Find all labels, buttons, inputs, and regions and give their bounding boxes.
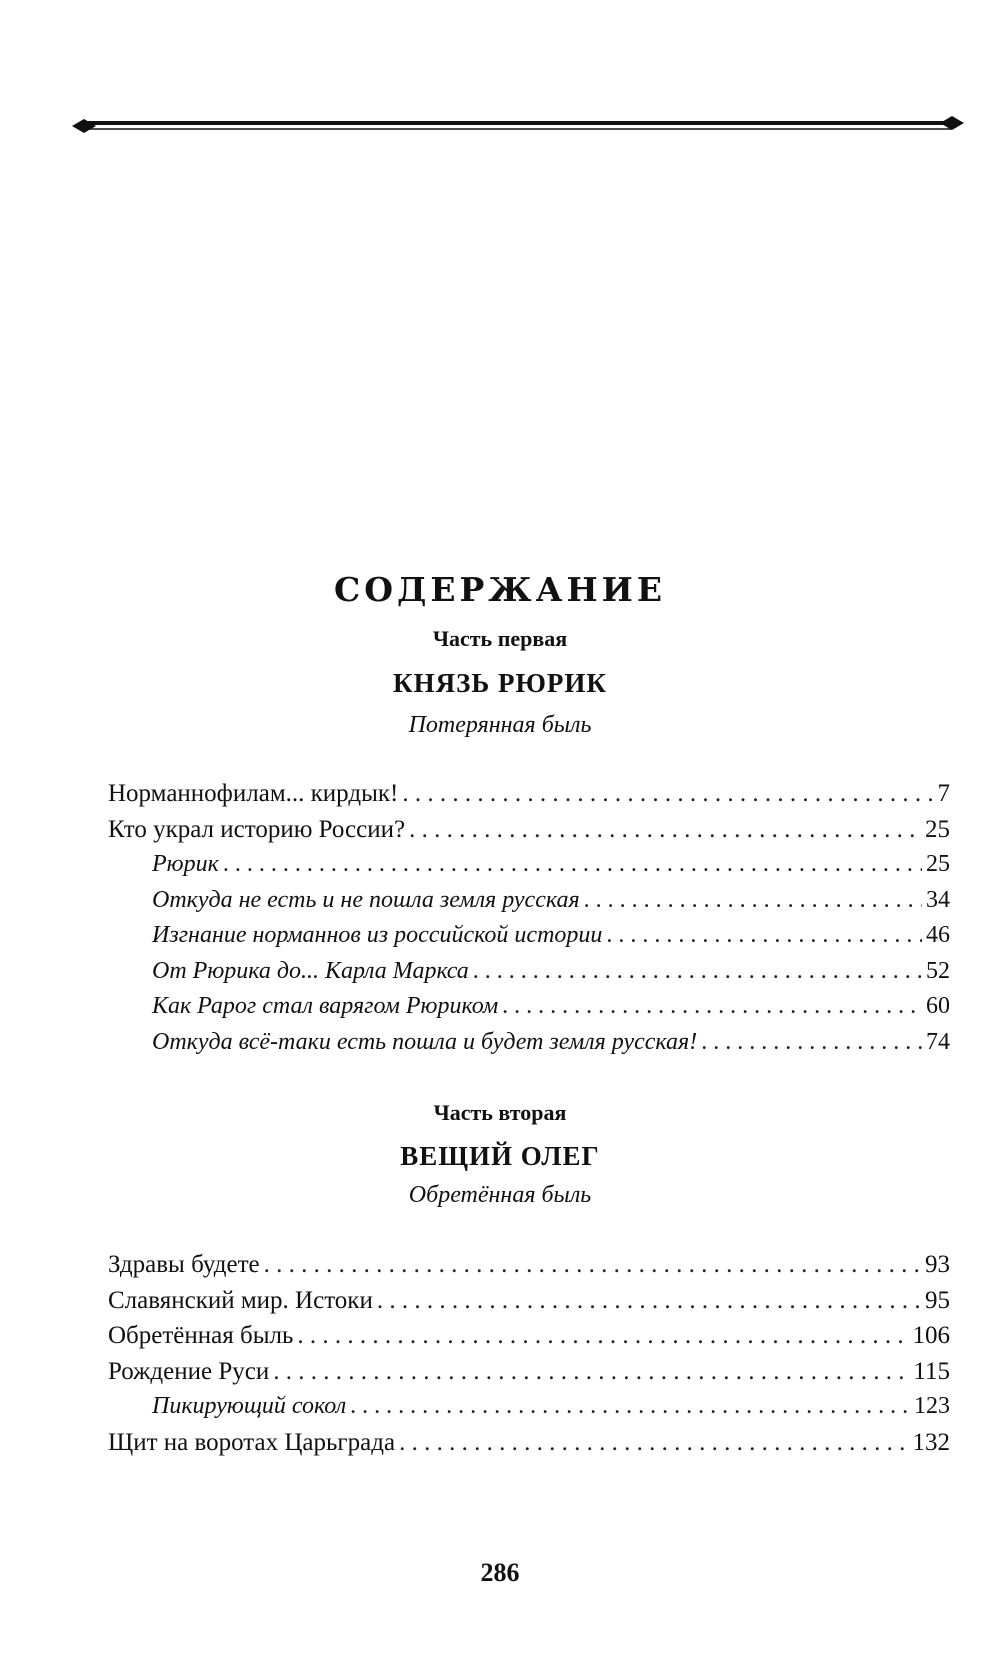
toc-entry[interactable] bbox=[108, 1389, 950, 1425]
part-1-subtitle: Потерянная быль bbox=[408, 712, 592, 738]
toc-entry-title: Как Рарог стал варягом Рюриком bbox=[152, 993, 499, 1019]
toc-entry-page: 60 bbox=[926, 993, 950, 1019]
toc-entry-title: Щит на воротах Царьграда bbox=[108, 1428, 396, 1456]
toc-entry[interactable] bbox=[108, 1025, 950, 1061]
toc-entry-page: 25 bbox=[926, 851, 950, 877]
toc-entry-title: Рождение Руси bbox=[108, 1357, 270, 1385]
part-1-number: Часть первая bbox=[432, 626, 568, 651]
toc-entry-title: Рюрик bbox=[152, 851, 219, 877]
part-2-toc bbox=[108, 1247, 950, 1460]
toc-entry-page: 115 bbox=[913, 1357, 950, 1385]
part-2-name: ВЕЩИЙ ОЛЕГ bbox=[400, 1141, 600, 1171]
part-2-subtitle: Обретённая быль bbox=[408, 1182, 592, 1208]
contents-title: СОДЕРЖАНИЕ bbox=[333, 570, 666, 609]
toc-entry-title: Норманнофилам... кирдык! bbox=[108, 780, 399, 807]
toc-entry-page: 46 bbox=[926, 922, 950, 948]
toc-entry-page: 132 bbox=[912, 1428, 950, 1456]
toc-entry[interactable] bbox=[108, 954, 950, 990]
toc-entry-title: Здравы будете bbox=[108, 1251, 260, 1278]
toc-entry-title: От Рюрика до... Карла Маркса bbox=[152, 957, 469, 984]
toc-entry-page: 52 bbox=[926, 957, 950, 984]
toc-entry-page: 106 bbox=[912, 1322, 950, 1349]
decorative-rule bbox=[70, 106, 966, 140]
toc-entry-title: Изгнание норманнов из российской истории bbox=[152, 922, 603, 948]
toc-entry[interactable] bbox=[108, 776, 950, 812]
toc-entry[interactable] bbox=[108, 1425, 950, 1461]
toc-entry-page: 34 bbox=[926, 886, 950, 913]
toc-entry[interactable] bbox=[108, 1318, 950, 1354]
toc-entry[interactable] bbox=[108, 1354, 950, 1390]
toc-entry[interactable] bbox=[108, 883, 950, 919]
toc-entry-title: Славянский мир. Истоки bbox=[108, 1286, 373, 1314]
toc-entry-page: 123 bbox=[914, 1393, 950, 1419]
page-number: 286 bbox=[480, 1558, 520, 1587]
toc-entry-title: Кто украл историю России? bbox=[108, 815, 406, 843]
part-2-number: Часть вторая bbox=[433, 1100, 567, 1125]
toc-entry-page: 74 bbox=[926, 1028, 950, 1055]
toc-entry-title: Откуда всё-таки есть пошла и будет земля русская! bbox=[152, 1028, 698, 1055]
toc-entry-title: Откуда не есть и не пошла земля русская bbox=[152, 886, 580, 913]
part-1-name: КНЯЗЬ РЮРИК bbox=[393, 668, 607, 698]
toc-entry-title: Пикирующий сокол bbox=[152, 1393, 347, 1419]
toc-entry[interactable] bbox=[108, 847, 950, 883]
toc-entry[interactable] bbox=[108, 1247, 950, 1283]
toc-entry[interactable] bbox=[108, 1283, 950, 1319]
toc-entry-page: 93 bbox=[925, 1251, 950, 1278]
part-1-toc bbox=[108, 776, 950, 1060]
toc-entry-page: 95 bbox=[925, 1286, 950, 1314]
toc-entry-page: 7 bbox=[937, 780, 950, 807]
toc-entry-page: 25 bbox=[925, 815, 950, 843]
toc-entry[interactable] bbox=[108, 989, 950, 1025]
toc-entry[interactable] bbox=[108, 918, 950, 954]
toc-entry[interactable] bbox=[108, 812, 950, 848]
toc-entry-title: Обретённая быль bbox=[108, 1322, 294, 1349]
